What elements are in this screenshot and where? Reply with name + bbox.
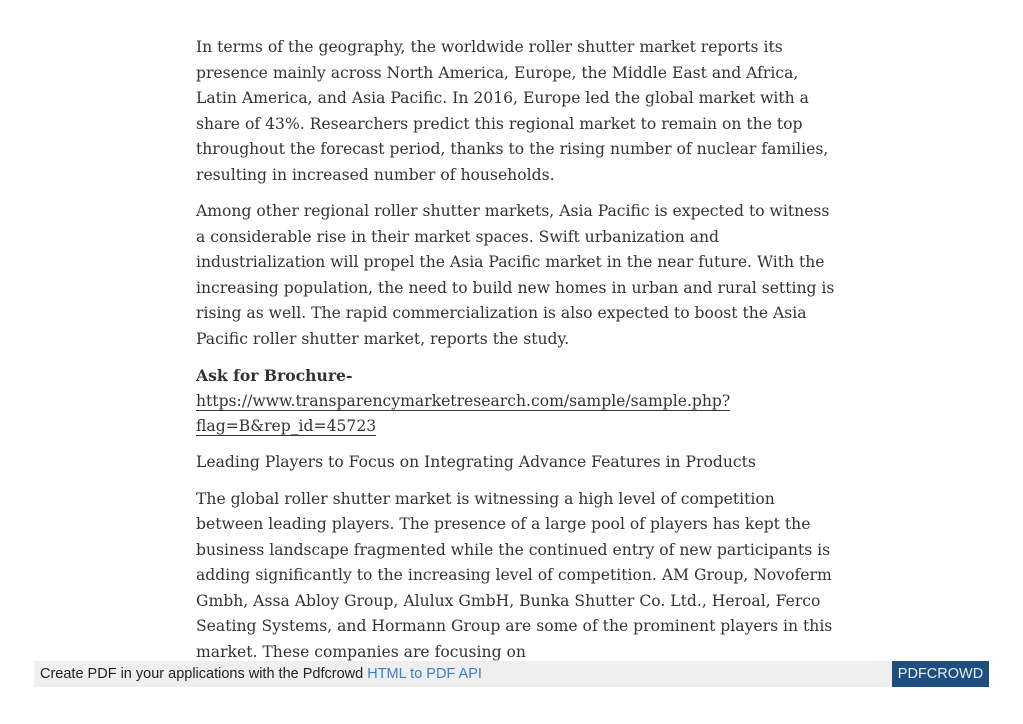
brochure-link[interactable]: [196, 392, 730, 437]
article-body: [196, 35, 836, 676]
brochure-block: [196, 363, 836, 440]
brochure-link-line-2: flag=B&rep_id=45723: [196, 417, 377, 436]
footer-text: [40, 661, 482, 687]
paragraph-asia-pacific: Among other regional roller shutter markets, Asia Pacific is expected to witness a considerable rise in their market spaces. Swift urbanization and industrialization will propel the Asia Pacific market in the near future. With the increasing population, the need to build new homes in urban and rural setting is rising as well. The rapid commercialization is also expected to boost the Asia Pacific roller shutter market, reports the study.: [196, 202, 835, 349]
pdfcrowd-badge[interactable]: PDFCROWD: [892, 661, 989, 687]
brochure-link-line-1: https://www.transparencymarketresearch.com/sample/sample.php?: [196, 391, 731, 410]
pdfcrowd-footer: [34, 661, 989, 687]
footer-caption: Create PDF in your applications with the Pdfcrowd: [40, 666, 368, 682]
paragraph-geography: In terms of the geography, the worldwide roller shutter market reports its presence mainly across North America, Europe, the Middle East and Africa, Latin America, and Asia Pacific. In 2016, Europe led the global market with a share of 43%. Researchers predict this regional market to remain on the top throughout the forecast period, thanks to the rising number of nuclear families, resulting in increased number of households.: [196, 38, 829, 184]
section-subheading: Leading Players to Focus on Integrating Advance Features in Products: [196, 453, 756, 472]
brochure-label: Ask for Brochure-: [196, 366, 353, 386]
html-to-pdf-api-link[interactable]: HTML to PDF API: [367, 666, 482, 682]
paragraph-competition: The global roller shutter market is witnessing a high level of competition between leading players. The presence of a large pool of players has kept the business landscape fragmented while the continued entry of new participants is adding significantly to the increasing level of competition. AM Group, Novoferm Gmbh, Assa Abloy Group, Alulux GmbH, Bunka Shutter Co. Ltd., Heroal, Ferco Seating Systems, and Hormann Group are some of the prominent players in this market. These companies are focusing on: [196, 489, 833, 662]
